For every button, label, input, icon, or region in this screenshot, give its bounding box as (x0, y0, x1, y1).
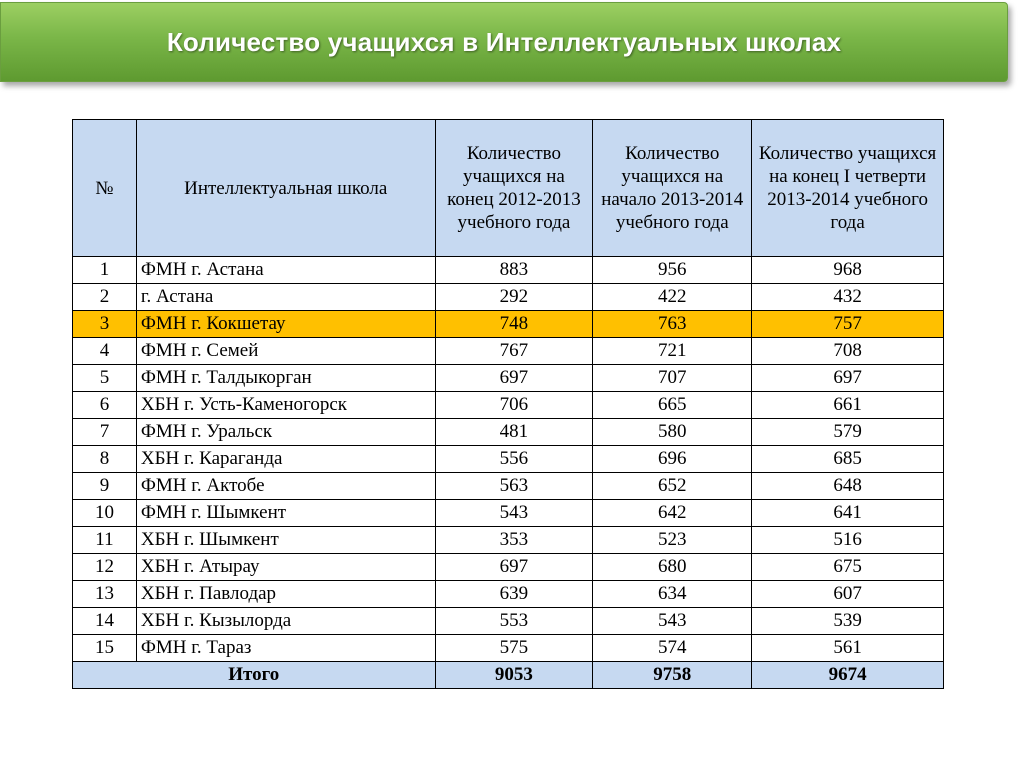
row-number: 7 (73, 419, 137, 446)
row-number: 10 (73, 500, 137, 527)
row-value-end-2012-2013: 553 (435, 608, 593, 635)
row-school-name: ХБН г. Павлодар (136, 581, 435, 608)
table-row (73, 365, 944, 392)
row-value-start-2013-2014: 680 (593, 554, 752, 581)
row-value-q1-2013-2014: 648 (752, 473, 944, 500)
total-label: Итого (73, 662, 436, 689)
table-row (73, 284, 944, 311)
table-row (73, 257, 944, 284)
header-num: № (73, 120, 137, 257)
row-value-start-2013-2014: 652 (593, 473, 752, 500)
row-school-name: ФМН г. Астана (136, 257, 435, 284)
row-value-start-2013-2014: 642 (593, 500, 752, 527)
table-row (73, 527, 944, 554)
row-school-name: ФМН г. Актобе (136, 473, 435, 500)
row-value-q1-2013-2014: 516 (752, 527, 944, 554)
row-value-start-2013-2014: 422 (593, 284, 752, 311)
total-value-q1-2013-2014: 9674 (752, 662, 944, 689)
table-row (73, 500, 944, 527)
row-value-start-2013-2014: 523 (593, 527, 752, 554)
row-value-q1-2013-2014: 685 (752, 446, 944, 473)
row-value-start-2013-2014: 721 (593, 338, 752, 365)
row-number: 6 (73, 392, 137, 419)
header-school: Интеллектуальная школа (136, 120, 435, 257)
row-school-name: ХБН г. Атырау (136, 554, 435, 581)
row-school-name: ФМН г. Кокшетау (136, 311, 435, 338)
row-value-q1-2013-2014: 661 (752, 392, 944, 419)
row-school-name: ФМН г. Уральск (136, 419, 435, 446)
row-value-start-2013-2014: 707 (593, 365, 752, 392)
row-value-end-2012-2013: 767 (435, 338, 593, 365)
row-school-name: ХБН г. Усть-Каменогорск (136, 392, 435, 419)
table-row (73, 635, 944, 662)
row-value-start-2013-2014: 543 (593, 608, 752, 635)
row-value-q1-2013-2014: 675 (752, 554, 944, 581)
row-value-end-2012-2013: 639 (435, 581, 593, 608)
row-number: 3 (73, 311, 137, 338)
row-value-q1-2013-2014: 968 (752, 257, 944, 284)
row-value-q1-2013-2014: 579 (752, 419, 944, 446)
row-value-end-2012-2013: 697 (435, 554, 593, 581)
row-number: 13 (73, 581, 137, 608)
title-bar (0, 2, 1008, 82)
row-value-q1-2013-2014: 697 (752, 365, 944, 392)
header-end-2012-2013: Количество учащихся на конец 2012-2013 учебного года (435, 120, 593, 257)
table-footer (73, 662, 944, 689)
header-q1-2013-2014: Количество учащихся на конец I четверти 2013-2014 учебного года (752, 120, 944, 257)
row-value-end-2012-2013: 883 (435, 257, 593, 284)
row-value-q1-2013-2014: 561 (752, 635, 944, 662)
row-school-name: ФМН г. Тараз (136, 635, 435, 662)
table-row (73, 338, 944, 365)
row-value-end-2012-2013: 556 (435, 446, 593, 473)
table-row (73, 419, 944, 446)
row-number: 4 (73, 338, 137, 365)
row-value-start-2013-2014: 580 (593, 419, 752, 446)
row-value-end-2012-2013: 292 (435, 284, 593, 311)
row-value-start-2013-2014: 763 (593, 311, 752, 338)
row-number: 14 (73, 608, 137, 635)
row-value-end-2012-2013: 543 (435, 500, 593, 527)
row-value-end-2012-2013: 697 (435, 365, 593, 392)
row-value-start-2013-2014: 634 (593, 581, 752, 608)
header-row (73, 120, 944, 257)
table-row (73, 581, 944, 608)
row-number: 12 (73, 554, 137, 581)
table-row (73, 392, 944, 419)
row-school-name: ФМН г. Шымкент (136, 500, 435, 527)
row-value-q1-2013-2014: 607 (752, 581, 944, 608)
page-title: Количество учащихся в Интеллектуальных школах (166, 26, 842, 57)
row-number: 8 (73, 446, 137, 473)
row-value-start-2013-2014: 696 (593, 446, 752, 473)
row-value-end-2012-2013: 706 (435, 392, 593, 419)
row-school-name: ХБН г. Кызылорда (136, 608, 435, 635)
row-value-end-2012-2013: 575 (435, 635, 593, 662)
row-value-end-2012-2013: 748 (435, 311, 593, 338)
row-value-q1-2013-2014: 708 (752, 338, 944, 365)
table-header (73, 120, 944, 257)
row-number: 9 (73, 473, 137, 500)
row-number: 11 (73, 527, 137, 554)
table-body (73, 257, 944, 662)
row-school-name: ХБН г. Шымкент (136, 527, 435, 554)
row-number: 15 (73, 635, 137, 662)
row-value-end-2012-2013: 353 (435, 527, 593, 554)
row-value-q1-2013-2014: 432 (752, 284, 944, 311)
table-row (73, 311, 944, 338)
row-school-name: ХБН г. Караганда (136, 446, 435, 473)
total-value-end-2012-2013: 9053 (435, 662, 593, 689)
row-value-q1-2013-2014: 539 (752, 608, 944, 635)
row-number: 2 (73, 284, 137, 311)
row-number: 1 (73, 257, 137, 284)
row-value-end-2012-2013: 563 (435, 473, 593, 500)
row-value-start-2013-2014: 665 (593, 392, 752, 419)
row-value-start-2013-2014: 574 (593, 635, 752, 662)
table-row (73, 473, 944, 500)
total-row (73, 662, 944, 689)
row-number: 5 (73, 365, 137, 392)
row-value-q1-2013-2014: 757 (752, 311, 944, 338)
header-start-2013-2014: Количество учащихся на начало 2013-2014 учебного года (593, 120, 752, 257)
students-table (72, 119, 944, 689)
row-school-name: ФМН г. Талдыкорган (136, 365, 435, 392)
row-value-q1-2013-2014: 641 (752, 500, 944, 527)
table-row (73, 446, 944, 473)
row-school-name: ФМН г. Семей (136, 338, 435, 365)
table-row (73, 608, 944, 635)
row-value-end-2012-2013: 481 (435, 419, 593, 446)
total-value-start-2013-2014: 9758 (593, 662, 752, 689)
table-row (73, 554, 944, 581)
row-school-name: г. Астана (136, 284, 435, 311)
row-value-start-2013-2014: 956 (593, 257, 752, 284)
